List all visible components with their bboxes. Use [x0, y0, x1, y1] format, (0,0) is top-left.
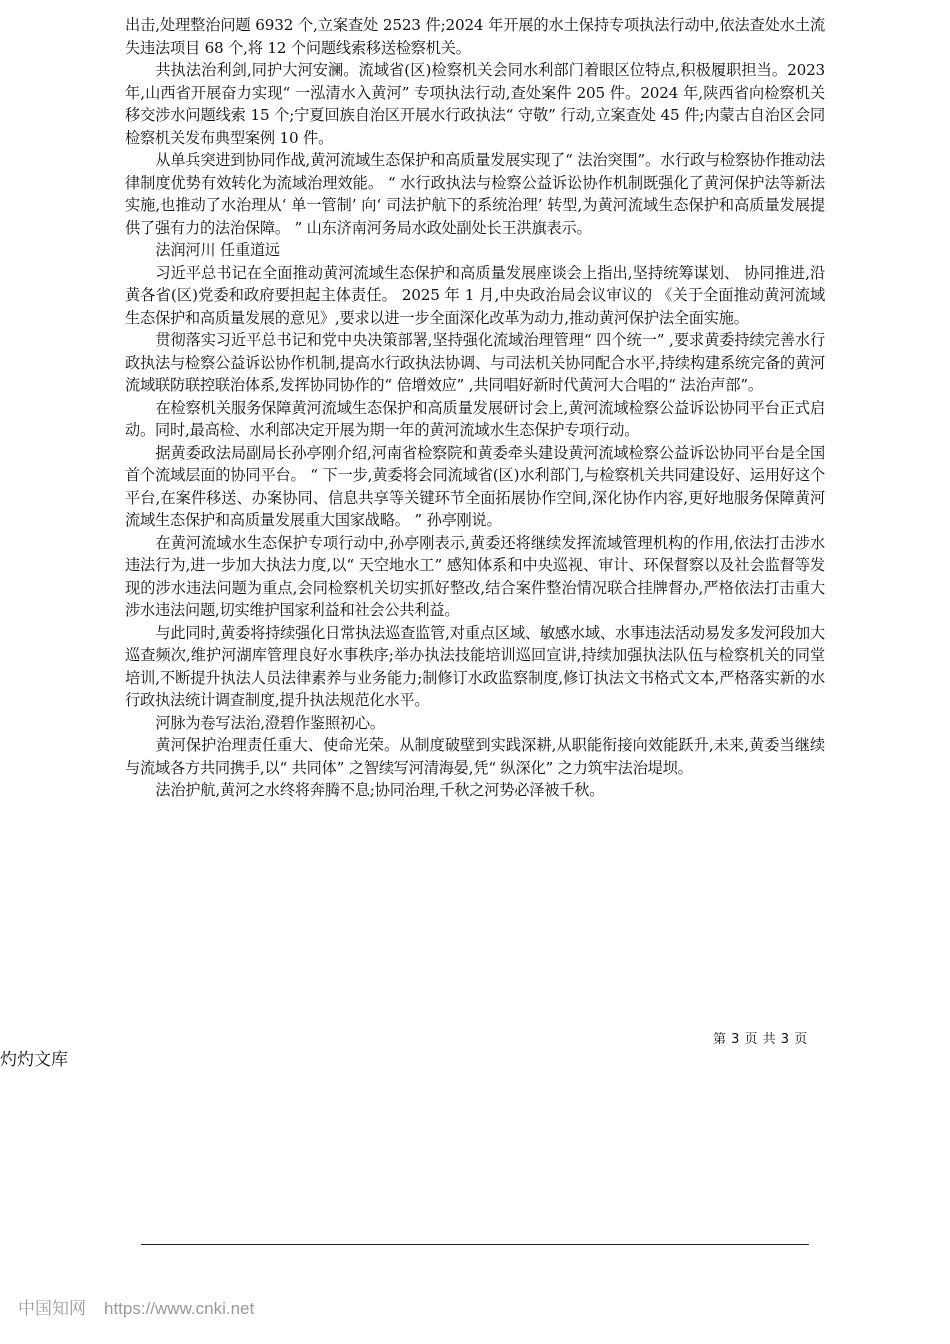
site-name: 中国知网	[18, 1299, 86, 1319]
paragraph: 习近平总书记在全面推动黄河流域生态保护和高质量发展座谈会上指出,坚持统筹谋划、 协同推进,沿黄各省(区)党委和政府要担起主体责任。 2025 年 1 月,中央政治局会议审议的 《关于全面推动黄河流域生态保护和高质量发展的意见》,要求以进一步全面深化改革为动力,推动黄河保护法全面实施。	[125, 263, 825, 327]
section-heading: 法润河川 任重道远	[155, 241, 280, 259]
section-heading: 河脉为卷写法治,澄碧作鉴照初心。	[155, 713, 385, 732]
brand-watermark: 灼灼文库	[0, 1050, 68, 1070]
article-body	[125, 14, 825, 802]
paragraph: 在黄河流域水生态保护专项行动中,孙亭刚表示,黄委还将继续发挥流域管理机构的作用,依法打击涉水违法行为,进一步加大执法力度,以“ 天空地水工” 感知体系和中央巡视、审计、环保督察以及社会监督等发现的涉水违法问题为重点,会同检察机关切实抓好整改,结合案件整治情况联合挂牌督办,严格依法打击重大涉水违法问题,切实维护国家利益和社会公共利益。	[125, 533, 825, 619]
paragraph: 黄河保护治理责任重大、使命光荣。从制度破壁到实践深耕,从职能衔接向效能跃升,未来,黄委当继续与流域各方共同携手,以“ 共同体” 之智续写河清海晏,凭“ 纵深化” 之力筑牢法治堤坝。	[125, 736, 825, 777]
footer-divider	[141, 1244, 809, 1245]
paragraph: 贯彻落实习近平总书记和党中央决策部署,坚持强化流域治理管理“ 四个统一” ,要求黄委持续完善水行政执法与检察公益诉讼协作机制,提高水行政执法协调、与司法机关协同配合水平,持续构建系统完备的黄河流域联防联控联治体系,发挥协同协作的“ 倍增效应” ,共同唱好新时代黄河大合唱的“ 法治声部”。	[125, 331, 825, 394]
paragraph: 与此同时,黄委将持续强化日常执法巡查监管,对重点区域、敏感水域、水事违法活动易发多发河段加大巡查频次,维护河湖库管理良好水事秩序;举办执法技能培训巡回宣讲,持续加强执法队伍与检察机关的同堂培训,不断提升执法人员法律素养与业务能力;制修订水政监察制度,修订执法文书格式文本,严格落实新的水行政执法统计调查制度,提升执法规范化水平。	[125, 623, 825, 709]
page-number: 第 3 页 共 3 页	[713, 1032, 808, 1047]
paragraph: 从单兵突进到协同作战,黄河流域生态保护和高质量发展实现了“ 法治突围”。水行政与检察协作推动法律制度优势有效转化为流域治理效能。 “ 水行政执法与检察公益诉讼协作机制既强化了黄河保护法等新法实施,也推动了水治理从‘ 单一管制’ 向‘ 司法护航下的系统治理’ 转型,为黄河流域生态保护和高质量发展提供了强有力的法治保障。 ” 山东济南河务局水政处副处长王洪旗表示。	[125, 151, 825, 237]
source-footer	[18, 1294, 254, 1319]
site-url-link[interactable]: https://www.cnki.net	[104, 1299, 255, 1318]
paragraph: 据黄委政法局副局长孙亭刚介绍,河南省检察院和黄委牵头建设黄河流域检察公益诉讼协同平台是全国首个流域层面的协同平台。 “ 下一步,黄委将会同流域省(区)水利部门,与检察机关共同建设好、运用好这个平台,在案件移送、办案协同、信息共享等关键环节全面拓展协作空间,深化协作内容,更好地服务保障黄河流域生态保护和高质量发展重大国家战略。 ” 孙亭刚说。	[125, 443, 825, 529]
paragraph: 在检察机关服务保障黄河流域生态保护和高质量发展研讨会上,黄河流域检察公益诉讼协同平台正式启动。同时,最高检、水利部决定开展为期一年的黄河流域水生态保护专项行动。	[125, 398, 825, 439]
paragraph: 法治护航,黄河之水终将奔腾不息;协同治理,千秋之河势必泽被千秋。	[155, 781, 605, 799]
paragraph: 出击,处理整治问题 6932 个,立案查处 2523 件;2024 年开展的水土保持专项执法行动中,依法查处水土流失违法项目 68 个,将 12 个问题线索移送检察机关。	[125, 16, 825, 57]
paragraph: 共执法治利剑,同护大河安澜。流域省(区)检察机关会同水利部门着眼区位特点,积极履职担当。2023 年,山西省开展奋力实现“ 一泓清水入黄河” 专项执法行动,查处案件 205 件。2024 年,陕西省向检察机关移交涉水问题线索 15 个;宁夏回族自治区开展水行政执法“ 守敬” 行动,立案查处 45 件;内蒙古自治区会同检察机关发布典型案例 10 件。	[125, 61, 825, 147]
